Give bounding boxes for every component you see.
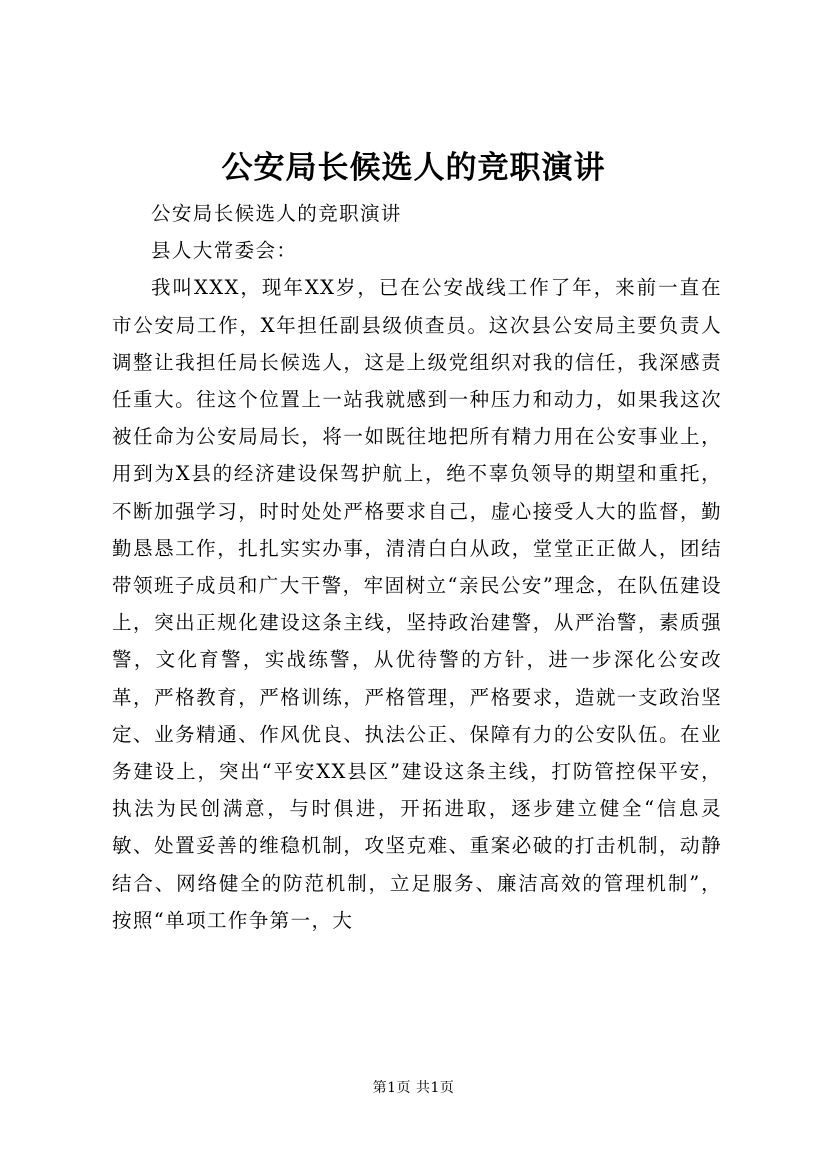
subtitle-paragraph: 公安局长候选人的竞职演讲 bbox=[151, 202, 402, 225]
document-body bbox=[112, 195, 722, 939]
salutation-paragraph: 县人大常委会： bbox=[151, 239, 298, 263]
body-paragraph: 我叫XXX，现年XX岁，已在公安战线工作了年，来前一直在市公安局工作，X年担任副县级侦查员。这次县公安局主要负责人调整让我担任局长候选人，这是上级党组织对我的信任，我深感责任重大。往这个位置上一站我就感到一种压力和动力，如果我这次被任命为公安局局长，将一如既往地把所有精力用在公安事业上，用到为X县的经济建设保驾护航上，绝不辜负领导的期望和重托，不断加强学习，时时处处严格要求自己，虚心接受人大的监督，勤勤恳恳工作，扎扎实实办事，清清白白从政，堂堂正正做人，团结带领班子成员和广大干警，牢固树立“亲民公安”理念，在队伍建设上，突出正规化建设这条主线，坚持政治建警，从严治警，素质强警，文化育警，实战练警，从优待警的方针，进一步深化公安改革，严格教育，严格训练，严格管理，严格要求，造就一支政治坚定、业务精通、作风优良、执法公正、保障有力的公安队伍。在业务建设上，突出“平安XX县区”建设这条主线，打防管控保平安，执法为民创满意，与时俱进，开拓进取，逐步建立健全“信息灵敏、处置妥善的维稳机制，攻坚克难、重案必破的打击机制，动静结合、网络健全的防范机制，立足服务、廉洁高效的管理机制”，按照“单项工作争第一，大 bbox=[112, 276, 722, 932]
document-title: 公安局长候选人的竞职演讲 bbox=[221, 150, 606, 186]
page-number-footer: 第1页 共1页 bbox=[372, 1080, 455, 1096]
